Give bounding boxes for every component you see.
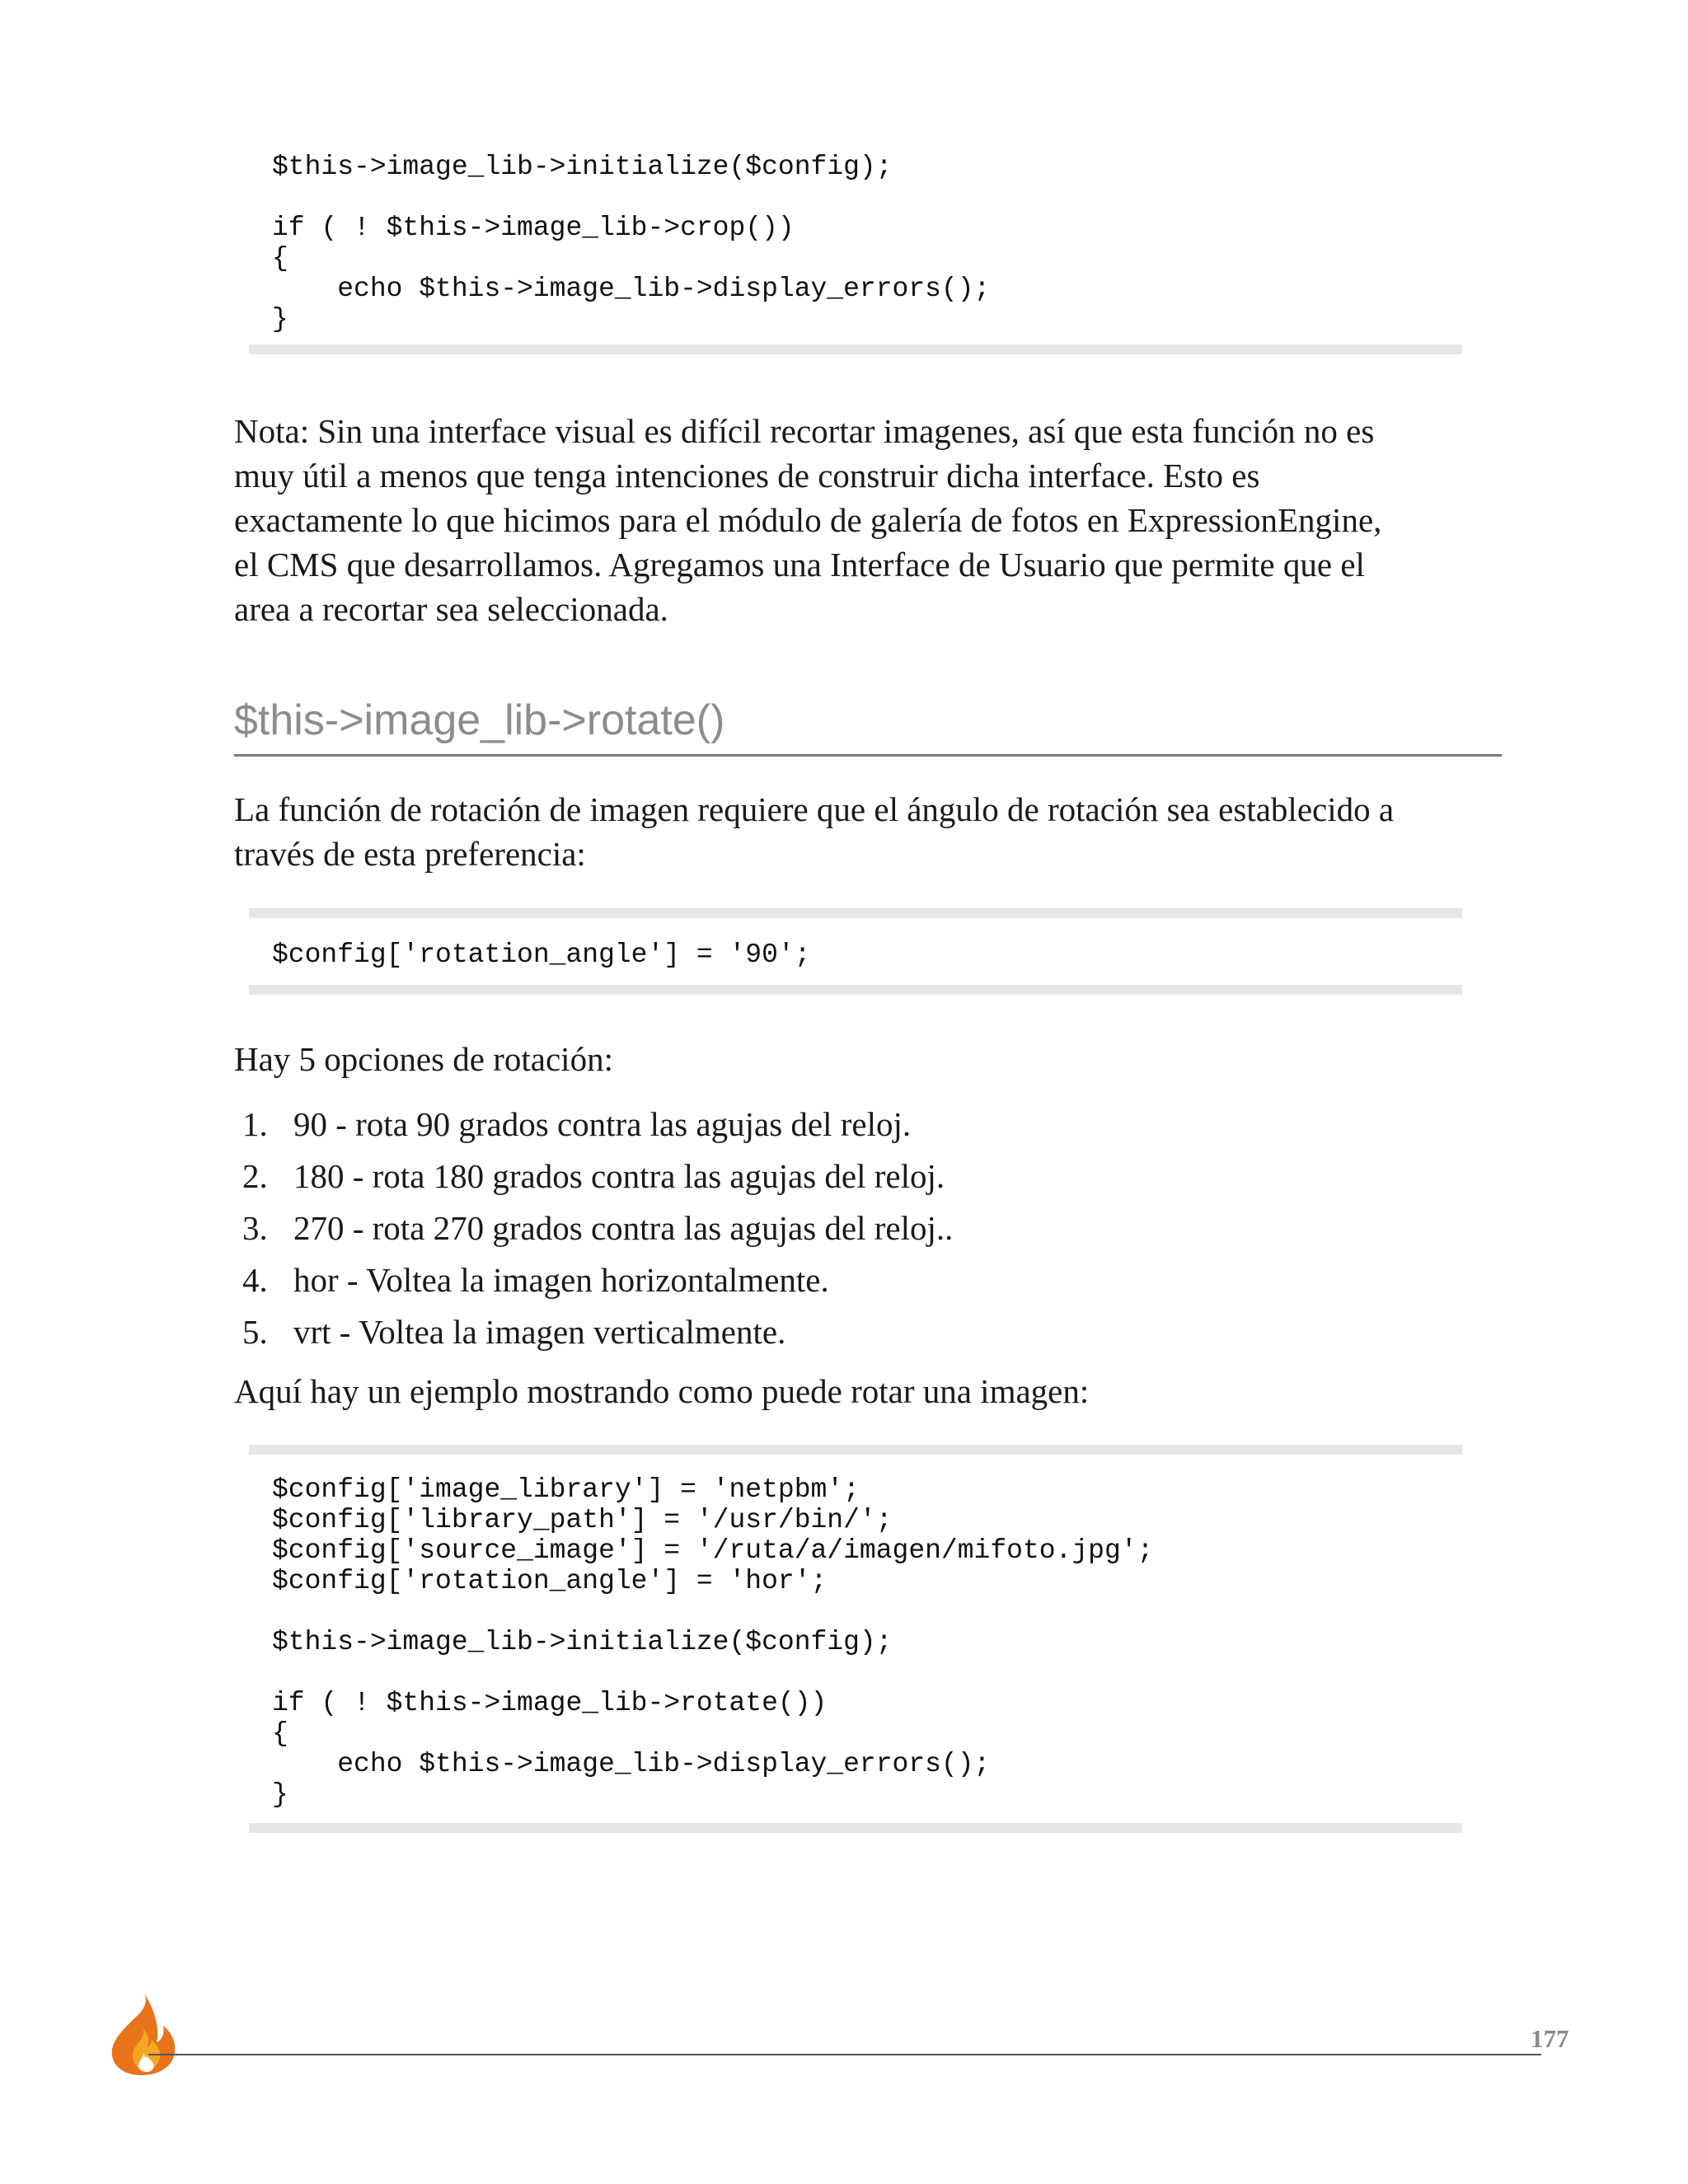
list-item [234, 1151, 1503, 1202]
code-block-rotation-angle [249, 908, 1462, 995]
code-line [249, 182, 1462, 213]
paragraph-line: el CMS que desarrollamos. Agregamos una Interface de Usuario que permite que el [234, 546, 1365, 583]
code-line: if ( ! $this->image_lib->crop()) [272, 213, 795, 243]
list-text: 270 - rota 270 grados contra las agujas del reloj.. [293, 1209, 954, 1247]
list-item [234, 1202, 1503, 1254]
list-number: 2. [242, 1157, 268, 1195]
section-heading: $this->image_lib->rotate() [234, 696, 725, 744]
code-line: } [272, 1779, 288, 1810]
code-line: $config['image_library'] = 'netpbm'; [272, 1474, 860, 1505]
flame-logo-icon [106, 1993, 180, 2075]
list-item [234, 1254, 1503, 1306]
paragraph-line: area a recortar sea seleccionada. [234, 590, 668, 628]
paragraph-line: Nota: Sin una interface visual es difícil recortar imagenes, así que esta función no es [234, 412, 1375, 450]
options-intro: Hay 5 opciones de rotación: [234, 1040, 613, 1078]
footer-rule [148, 2054, 1541, 2055]
page-number: 177 [1531, 2024, 1569, 2053]
list-item [234, 1306, 1503, 1358]
paragraph-line: través de esta preferencia: [234, 835, 586, 873]
example-intro: Aquí hay un ejemplo mostrando como puede rotar una imagen: [234, 1372, 1090, 1410]
list-text: vrt - Voltea la imagen verticalmente. [293, 1313, 786, 1351]
list-text: 180 - rota 180 grados contra las agujas del reloj. [293, 1157, 945, 1195]
code-line: $config['source_image'] = '/ruta/a/imagen/mifoto.jpg'; [272, 1535, 1154, 1566]
list-item [234, 1099, 1503, 1151]
code-line: { [272, 1718, 288, 1749]
paragraph-line: La función de rotación de imagen requiere que el ángulo de rotación sea establecido a [234, 790, 1395, 828]
code-line: $config['rotation_angle'] = 'hor'; [272, 1566, 828, 1596]
code-line: $config['library_path'] = '/usr/bin/'; [272, 1505, 893, 1535]
list-number: 1. [242, 1105, 268, 1143]
list-text: hor - Voltea la imagen horizontalmente. [293, 1261, 829, 1299]
code-line [249, 1657, 1462, 1688]
list-text: 90 - rota 90 grados contra las agujas del reloj. [293, 1105, 912, 1143]
list-number: 4. [242, 1261, 268, 1299]
list-number: 5. [242, 1313, 268, 1351]
paragraph-line: exactamente lo que hicimos para el módulo de galería de fotos en ExpressionEngine, [234, 501, 1382, 539]
intro-paragraph [234, 787, 1503, 876]
code-block-crop-example [249, 152, 1462, 354]
rotation-options-list [234, 1099, 1503, 1358]
paragraph-line: muy útil a menos que tenga intenciones de construir dicha interface. Esto es [234, 457, 1260, 494]
code-line: $this->image_lib->initialize($config); [272, 1627, 893, 1657]
code-line [249, 1596, 1462, 1627]
code-block-rotate-example [249, 1445, 1462, 1833]
code-line: $this->image_lib->initialize($config); [272, 152, 893, 182]
code-line: $config['rotation_angle'] = '90'; [272, 940, 811, 970]
code-line: if ( ! $this->image_lib->rotate()) [272, 1688, 828, 1718]
code-line: echo $this->image_lib->display_errors(); [272, 1749, 991, 1779]
code-line: echo $this->image_lib->display_errors(); [272, 274, 991, 304]
code-line: } [272, 304, 288, 335]
section-heading-rule [234, 691, 1502, 757]
list-number: 3. [242, 1209, 268, 1247]
note-paragraph [234, 409, 1503, 631]
code-line: { [272, 243, 288, 274]
